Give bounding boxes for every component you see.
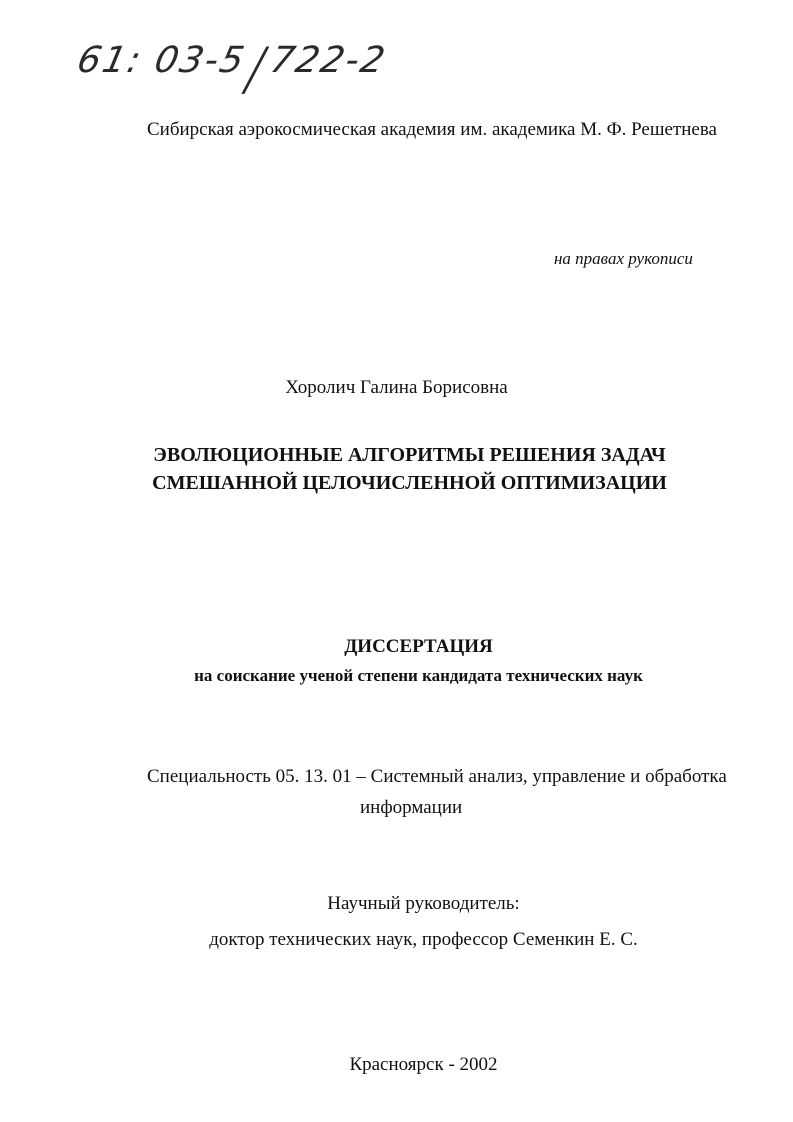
manuscript-rights-note: на правах рукописи	[554, 249, 693, 268]
city-and-year: Красноярск - 2002	[349, 1054, 498, 1075]
document-type-heading: ДИССЕРТАЦИЯ	[344, 636, 493, 657]
catalog-number-part1: 61: 03-5	[73, 40, 250, 81]
specialty-line-1: Специальность 05. 13. 01 – Системный анализ, управление и обработка	[147, 766, 727, 787]
catalog-number-separator: /	[242, 37, 271, 103]
degree-description: на соискание ученой степени кандидата технических наук	[194, 666, 643, 685]
dissertation-title	[0, 441, 793, 497]
title-line-2: СМЕШАННОЙ ЦЕЛОЧИСЛЕННОЙ ОПТИМИЗАЦИИ	[152, 472, 667, 494]
supervisor-name: доктор технических наук, профессор Семенкин Е. С.	[209, 929, 638, 950]
handwritten-catalog-number	[73, 37, 391, 103]
catalog-number-part2: 722-2	[266, 40, 391, 81]
author-name: Хоролич Галина Борисовна	[285, 377, 508, 398]
institution-name: Сибирская аэрокосмическая академия им. академика М. Ф. Решетнева	[147, 119, 717, 140]
supervisor-label: Научный руководитель:	[327, 893, 520, 914]
title-line-1: ЭВОЛЮЦИОННЫЕ АЛГОРИТМЫ РЕШЕНИЯ ЗАДАЧ	[153, 444, 666, 466]
specialty-line-2: информации	[360, 797, 463, 818]
